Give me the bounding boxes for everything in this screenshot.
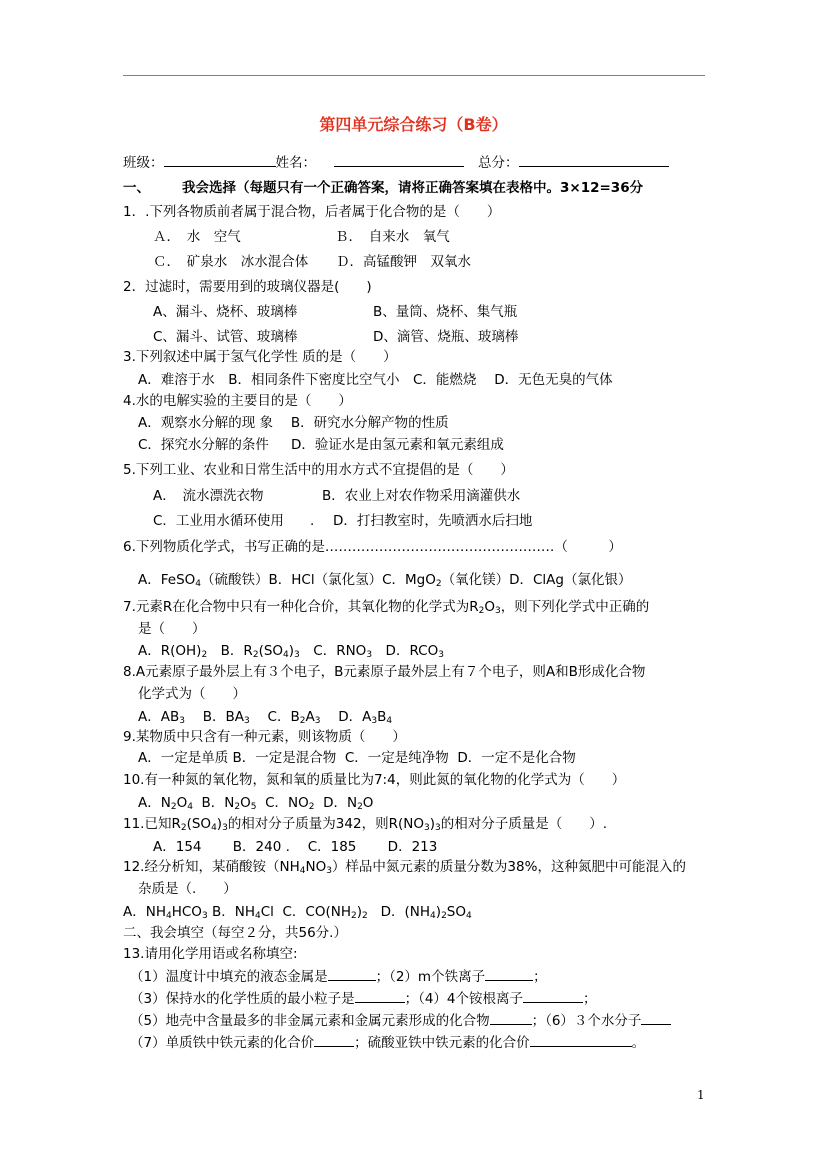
q13-blank-7[interactable] (314, 1032, 354, 1047)
q9-stem: 9.某物质中只含有一种元素，则该物质（ ） (123, 729, 406, 745)
q1-option-d: Ｄ．高锰酸钾 双氧水 (336, 254, 471, 270)
section-1-heading (123, 179, 643, 197)
q11-stem: 11.已知$R_2(SO_4)_3$的相对分子质量为342，则$R(NO_3)_3$的相对分子质量是（ ）. (123, 816, 607, 833)
q11-options: A．154 B．240 . C．185 D．213 (153, 839, 438, 855)
q13-blank-4[interactable] (523, 988, 583, 1003)
q10-stem: 10.有一种氮的氧化物，氮和氧的质量比为7:4，则此氮的氧化物的化学式为（ ） (123, 772, 626, 788)
q13-blank-1[interactable] (328, 966, 376, 981)
q12-stem-line2: 杂质是（. ） (138, 881, 237, 897)
q6-options: A．FeSO$_4$（硫酸铁）B．HCl（氯化氢）C．MgO$_2$（氧化镁）D．ClAg（氯化银） (138, 572, 632, 589)
header-rule (123, 75, 705, 76)
page-number: 1 (697, 1088, 705, 1102)
page-title: 第四单元综合练习（B卷） (319, 115, 508, 134)
q13-blank-8[interactable] (530, 1032, 632, 1047)
q5-option-b: B．农业上对农作物采用滴灌供水 (322, 488, 521, 504)
score-blank[interactable] (519, 152, 669, 167)
q8-stem: 8.A元素原子最外层上有３个电子，B元素原子最外层上有７个电子，则A和B形成化合物 (123, 664, 646, 680)
q12-options: A．$NH_4HCO_3$ B．$NH_4Cl$ C．$CO(NH_2)_2$ D．$(NH_4)_2SO_4$ (123, 904, 472, 921)
q7-stem: 7.元素R在化合物中只有一种化合价，其氧化物的化学式为$R_2O_3$，则下列化学式中正确的 (123, 599, 650, 616)
q9-options: A．一定是单质 B．一定是混合物 C．一定是纯净物 D．一定不是化合物 (138, 750, 576, 766)
section-2-heading: 二、我会填空（每空２分，共56分.） (123, 925, 347, 941)
q1-option-b: Ｂ． 自来水 氧气 (335, 229, 450, 245)
q2-option-c: C、漏斗、试管、玻璃棒 (153, 329, 298, 345)
header-line (123, 152, 669, 172)
score-label: 总分： (478, 155, 519, 171)
class-label: 班级： (123, 155, 164, 171)
q13-line-3: （5）地壳中含量最多的非金属元素和金属元素形成的化合物 ；（6）３个水分子 (130, 1010, 671, 1030)
q3-stem: 3.下列叙述中属于氢气化学性 质的是（ ） (123, 349, 397, 365)
q1-option-a: Ａ． 水 空气 (153, 229, 241, 245)
name-blank[interactable] (334, 152, 464, 167)
q5-stem: 5.下列工业、农业和日常生活中的用水方式不宜提倡的是（ ） (123, 462, 514, 478)
q2-option-a: A、漏斗、烧杯、玻璃棒 (153, 304, 298, 320)
q13-line-2: （3）保持水的化学性质的最小粒子是 ；（4）4个铵根离子 ； (130, 988, 597, 1008)
q13-blank-6[interactable] (641, 1010, 671, 1025)
q5-dot: . (310, 513, 315, 529)
q8-options: A．$AB_3$ B．$BA_3$ C．$B_2A_3$ D．$A_3B_4$ (138, 709, 393, 726)
q4-options-ab: A．观察水分解的现 象 B．研究水分解产物的性质 (138, 415, 449, 431)
q5-option-d: D．打扫教室时，先喷洒水后扫地 (333, 513, 533, 529)
q12-stem: 12.经分析知，某硝酸铵$(NH_4NO_3)$样品中氮元素的质量分数为38%，这种氮肥中可能混入的 (123, 859, 686, 876)
q13-line-4: （7）单质铁中铁元素的化合价 ；硫酸亚铁中铁元素的化合价 。 (130, 1032, 645, 1052)
section-1-num: 一、 (123, 180, 150, 196)
q10-options: A．$N_2O_4$ B．$N_2O_5$ C．$NO_2$ D．$N_2O$ (138, 795, 374, 812)
q2-option-d: D、滴管、烧瓶、玻璃棒 (373, 329, 519, 345)
name-label: 姓名： (275, 155, 316, 171)
q7-stem-line2: 是（ ） (138, 621, 206, 637)
q13-blank-2[interactable] (485, 966, 533, 981)
q6-stem: 6.下列物质化学式，书写正确的是……………………………………………（ ） (123, 539, 622, 555)
q13-blank-5[interactable] (490, 1010, 532, 1025)
q13-blank-3[interactable] (355, 988, 405, 1003)
q1-option-c: Ｃ． 矿泉水 冰水混合体 (153, 254, 309, 270)
q3-options: A．难溶于水 B．相同条件下密度比空气小 C．能燃烧 D．无色无臭的气体 (138, 372, 613, 388)
q5-option-c: C．工业用水循环使用 (153, 513, 284, 529)
q13-line-1: （1）温度计中填充的液态金属是 ；（2）m个铁离子 ； (130, 966, 547, 986)
q4-stem: 4.水的电解实验的主要目的是（ ） (123, 393, 352, 409)
q5-option-a: A． 流水漂洗衣物 (153, 488, 264, 504)
section-1-text: 我会选择（每题只有一个正确答案，请将正确答案填在表格中。3×12=36分 (182, 180, 644, 196)
q4-options-cd: C．探究水分解的条件 D．验证水是由氢元素和氧元素组成 (138, 437, 504, 453)
q1-stem: 1．.下列各物质前者属于混合物，后者属于化合物的是（ ） (123, 204, 501, 220)
q8-stem-line2: 化学式为（ ） (138, 686, 246, 702)
q2-stem: 2．过滤时，需要用到的玻璃仪器是( ) (123, 279, 372, 295)
q7-options: A．$R(OH)_2$ B．$R_2(SO_4)_3$ C．$RNO_3$ D．$RCO_3$ (138, 643, 444, 660)
q13-stem: 13.请用化学用语或名称填空: (123, 946, 298, 962)
q2-option-b: B、量筒、烧杯、集气瓶 (373, 304, 518, 320)
class-blank[interactable] (164, 152, 276, 167)
